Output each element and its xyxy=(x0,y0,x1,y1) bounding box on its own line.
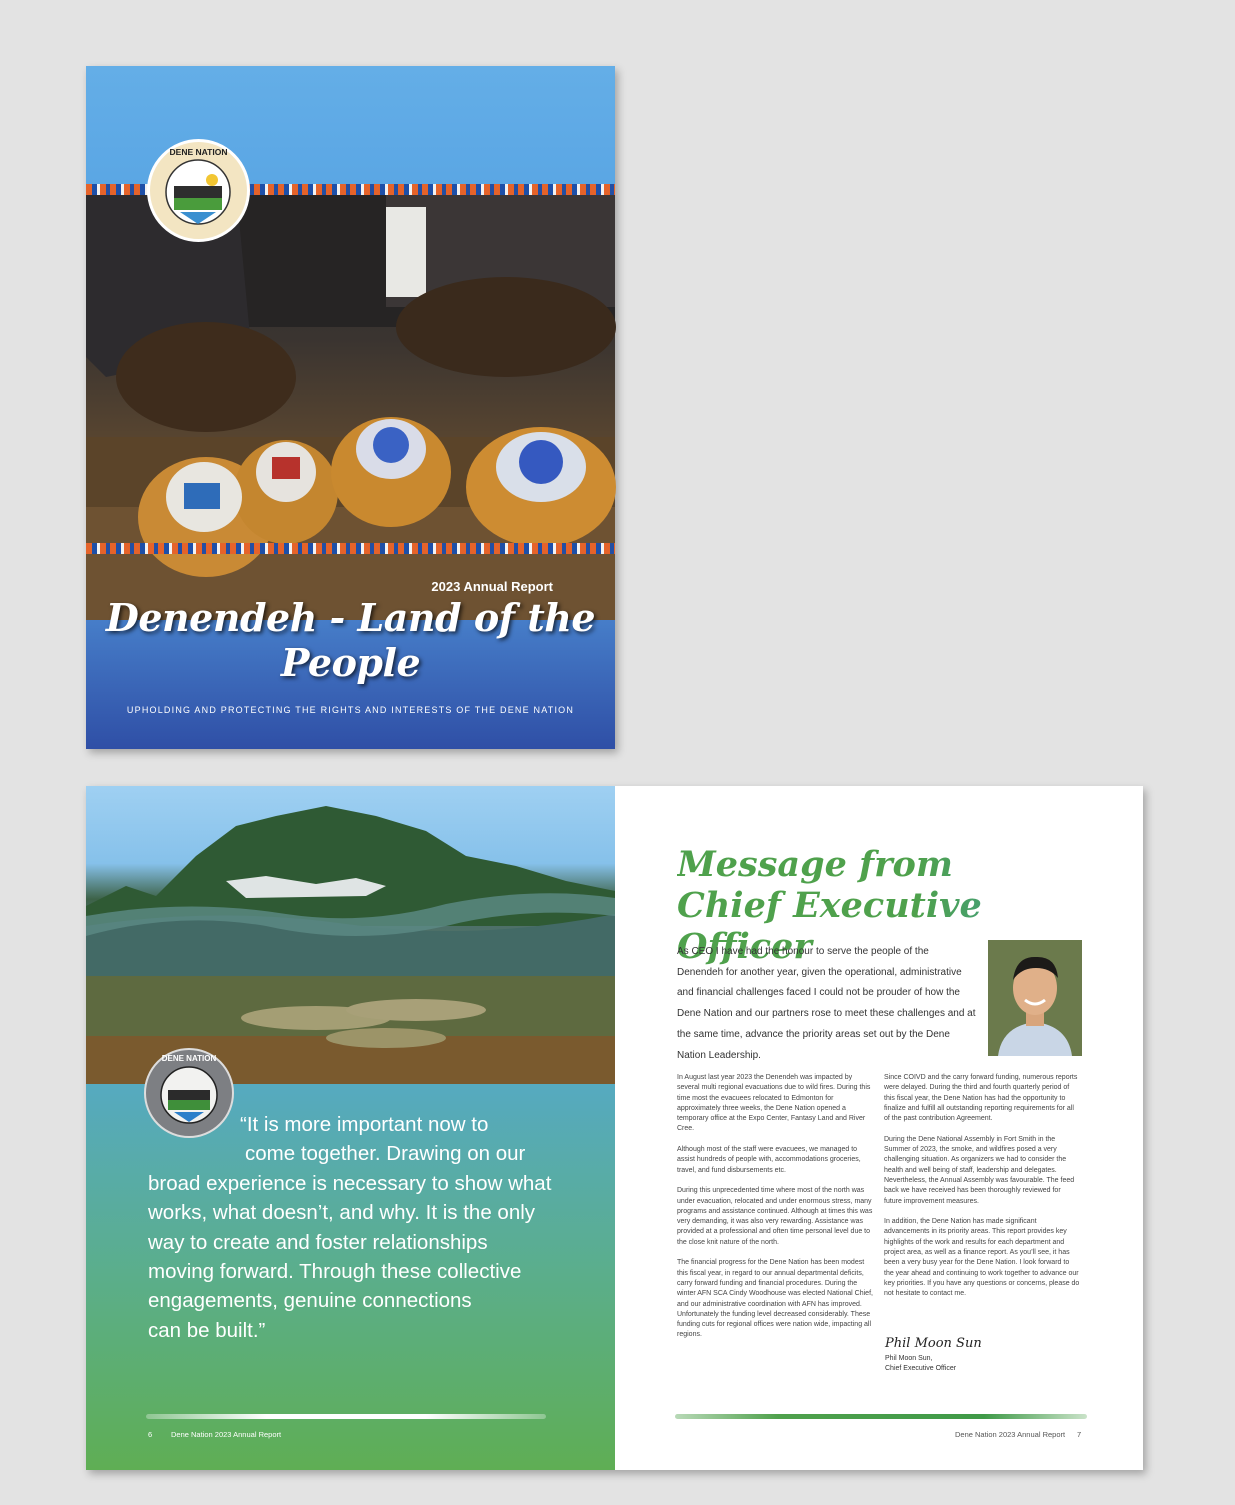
cover-tagline: UPHOLDING AND PROTECTING THE RIGHTS AND INTERESTS OF THE DENE NATION xyxy=(126,705,575,715)
body-paragraph: The financial progress for the Dene Nation has been modest this fiscal year, in regard to our annual departmental deficits, carry forward funding and financial procedures. During the winter AFN SCA Cindy Woodhouse was elected National Chief, and our administrative coordination with AFN has improved. Unfortunately the funding level decreased considerably. These funding cuts for regional offices were nation wide, impacting all regions. xyxy=(677,1259,873,1339)
quote-line: “It is more important now to xyxy=(240,1113,489,1136)
right-page xyxy=(615,786,1143,1470)
report-year-label: 2023 Annual Report xyxy=(431,579,553,594)
body-paragraph: In addition, the Dene Nation has made significant advancements in its priority areas. This report provides key highlights of the work and results for each department and project area, as well as a finance report. As you’ll see, it has been a very busy year for the Dene Nation. I look forward to the year ahead and continuing to work together to advance our key priorities. If you have any questions or concerns, please do not hesitate to contact me. xyxy=(884,1218,1080,1298)
quote-line: can be built.” xyxy=(148,1318,266,1342)
annual-report-cover xyxy=(86,66,615,749)
signer-name: Phil Moon Sun, xyxy=(885,1355,933,1362)
page-number: 7 xyxy=(1077,1430,1082,1439)
brush-stroke-divider xyxy=(146,1414,546,1419)
portrait-illustration xyxy=(988,940,1082,1056)
moccasins-photo xyxy=(86,187,615,685)
ceo-portrait xyxy=(988,940,1082,1056)
intro-paragraph: As CEO I have had the honour to serve the people of the Denendeh for another year, given the operational, administrative and financial challenges faced I could not be prouder of how the Dene Nation and our partners rose to meet these challenges and at the same time, advance the priority areas set out by the Dene Nation Leadership. xyxy=(677,946,976,1061)
dene-nation-patch-icon: DENE NATION xyxy=(144,1048,234,1138)
body-paragraph: In August last year 2023 the Denendeh was impacted by several multi regional evacuations due to wild fires. During this time most the evacuees relocated to Edmonton for approximately three weeks, the Dene Nation opened a temporary office at the Expo Center, Fantasy Land and River Cree. xyxy=(677,1074,871,1133)
quote-line: way to create and foster relationships xyxy=(148,1230,488,1254)
body-paragraph: Since COIVD and the carry forward funding, numerous reports were delayed. During the third and fourth quarterly period of this fiscal year, the Dene Nation has had the opportunity to finalize and fulfill all outstanding reporting requirements for all of the past contribution Agreement. xyxy=(884,1074,1078,1123)
page-footer: Dene Nation 2023 Annual Report xyxy=(955,1430,1066,1439)
quote-line: works, what doesn’t, and why. It is the only xyxy=(148,1201,536,1225)
lake-photo xyxy=(86,786,615,1084)
quote-line: come together. Drawing on our xyxy=(245,1142,526,1166)
quote-line: engagements, genuine connections xyxy=(148,1289,472,1313)
heading-line: Message from xyxy=(677,844,953,885)
left-page xyxy=(86,786,615,1470)
dene-nation-seal-icon: DENE NATION xyxy=(147,139,250,242)
page-number: 6 xyxy=(148,1430,153,1439)
cover-title: Denendeh - Land of the People xyxy=(105,595,596,685)
ceo-pull-quote xyxy=(148,1110,568,1345)
body-column-right xyxy=(884,1073,1080,1310)
report-spread xyxy=(86,786,1143,1470)
signer-title: Chief Executive Officer xyxy=(885,1365,957,1372)
seal-emblem xyxy=(150,142,247,239)
moccasins-illustration xyxy=(86,187,615,620)
page-footer: Dene Nation 2023 Annual Report xyxy=(171,1430,282,1439)
body-paragraph: During this unprecedented time where most of the north was under evacuation, relocated and under enormous stress, many programs and assistance continued. Although at times this was very demanding, it was also very rewarding. Assistance was provided at a professional and often time personal level due to the close knit nature of the north. xyxy=(677,1187,873,1246)
heading-line: Chief Executive Officer xyxy=(677,885,982,967)
ceo-signature: Phil Moon Sun xyxy=(885,1336,982,1351)
lake-illustration xyxy=(86,786,615,1084)
brush-stroke-divider xyxy=(675,1414,1087,1419)
signer-block xyxy=(885,1354,956,1374)
quote-line: moving forward. Through these collective xyxy=(148,1260,522,1284)
body-paragraph: Although most of the staff were evacuees, we managed to assist hundreds of people with, accommodations groceries, travel, and fund disbursements etc. xyxy=(677,1146,861,1174)
body-paragraph: During the Dene National Assembly in Fort Smith in the Summer of 2023, the smoke, and wildfires posed a very challenging situation. As organizers we had to consider the health and well being of staff, leadership and delegates. Nevertheless, the Annual Assembly was favourable. The feed back we have received has been thoroughly reviewed for future improvement measures. xyxy=(884,1135,1075,1205)
quote-line: broad experience is necessary to show what xyxy=(148,1171,552,1195)
body-column-left xyxy=(677,1073,873,1351)
bottom-bead-border xyxy=(86,543,615,554)
